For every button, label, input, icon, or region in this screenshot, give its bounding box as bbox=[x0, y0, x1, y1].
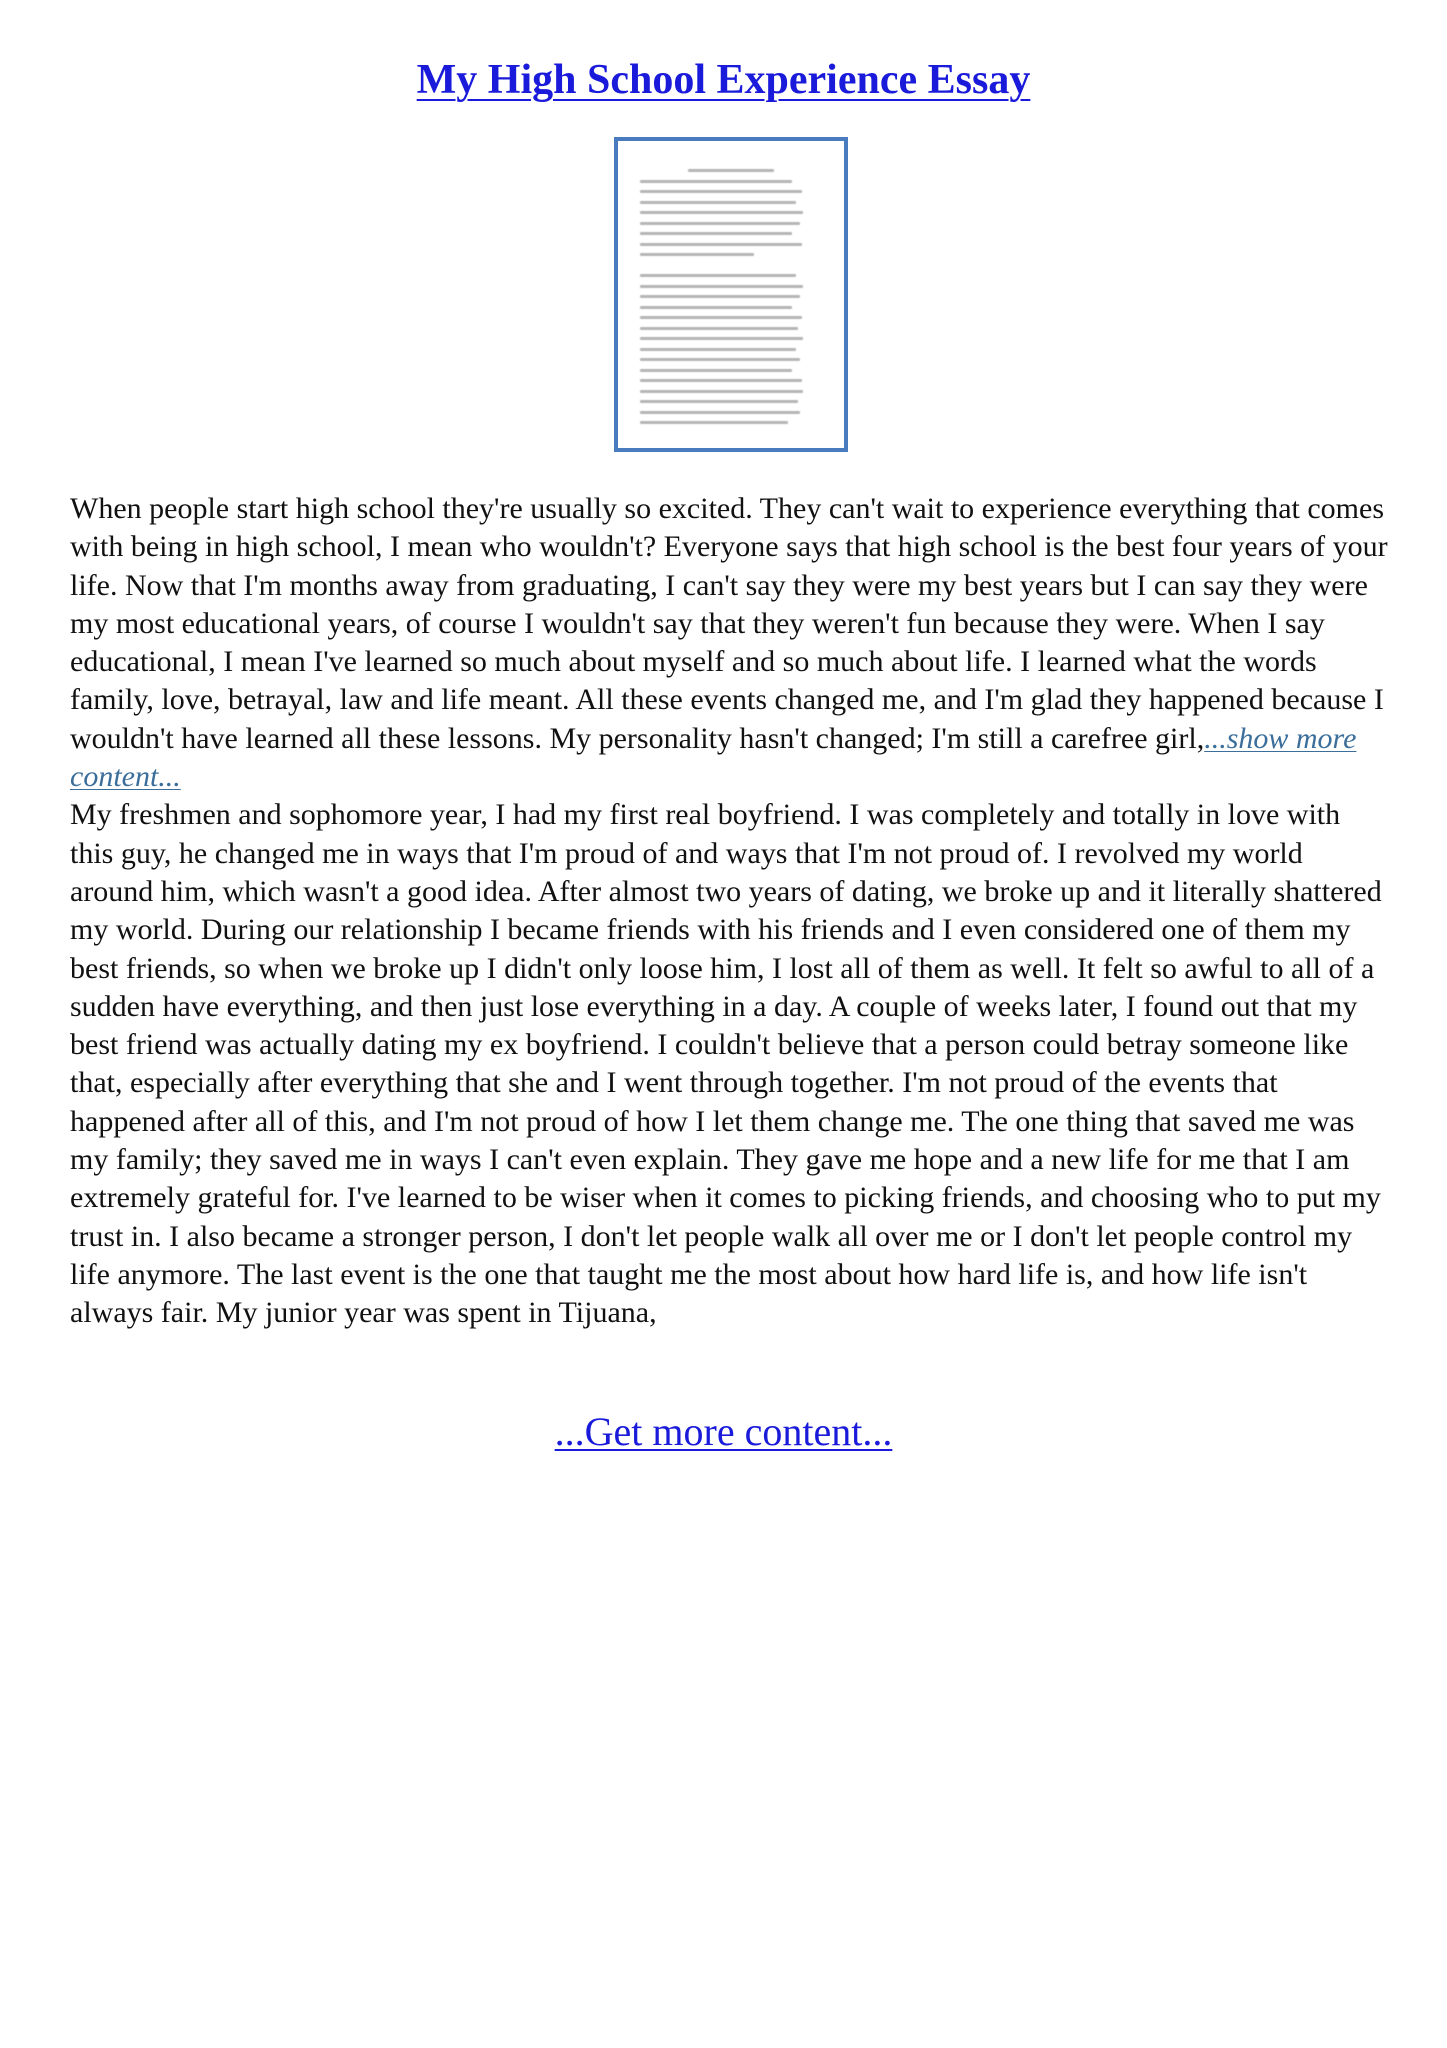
essay-body bbox=[70, 490, 1390, 1333]
thumbnail-text-line bbox=[640, 337, 803, 340]
thumbnail-text-line bbox=[640, 285, 803, 288]
thumbnail-text-line bbox=[640, 411, 800, 414]
thumbnail-text-line bbox=[640, 369, 792, 372]
thumbnail-text-line bbox=[640, 421, 788, 424]
essay-paragraph-2: My freshmen and sophomore year, I had my first real boyfriend. I was completely and totally in love with this guy, he changed me in ways that I'm proud of and ways that I'm not proud of. I revolved my world around him, which wasn't a good idea. After almost two years of dating, we broke up and it literally shattered my world. During our relationship I became friends with his friends and I even considered one of them my best friends, so when we broke up I didn't only loose him, I lost all of them as well. It felt so awful to all of a sudden have everything, and then just lose everything in a day. A couple of weeks later, I found out that my best friend was actually dating my ex boyfriend. I couldn't believe that a person could betray someone like that, especially after everything that she and I went through together. I'm not proud of the events that happened after all of this, and I'm not proud of how I let them change me. The one thing that saved me was my family; they saved me in ways I can't even explain. They gave me hope and a new life for me that I am extremely grateful for. I've learned to be wiser when it comes to picking friends, and choosing who to put my trust in. I also became a stronger person, I don't let people walk all over me or I don't let people control my life anymore. The last event is the one that taught me the most about how hard life is, and how life isn't always fair. My junior year was spent in Tijuana, bbox=[70, 798, 1382, 1330]
get-more-content-link[interactable]: ...Get more content... bbox=[554, 1409, 893, 1454]
essay-paragraph-1 bbox=[70, 490, 1390, 796]
thumbnail-text-line bbox=[640, 295, 800, 298]
thumbnail-text-line bbox=[640, 190, 802, 193]
thumbnail-text-line bbox=[640, 232, 792, 235]
thumbnail-text-line bbox=[640, 306, 792, 309]
thumbnail-text-line bbox=[640, 390, 803, 393]
paragraph-1-text: When people start high school they're usually so excited. They can't wait to experience everything that comes with being in high school, I mean who wouldn't? Everyone says that high school is the best four years of your life. Now that I'm months away from graduating, I can't say they were my best years but I can say they were my most educational years, of course I wouldn't say that they weren't fun because they were. When I say educational, I mean I've learned so much about myself and so much about life. I learned what the words family, love, betrayal, law and life meant. All these events changed me, and I'm glad they happened because I wouldn't have learned all these lessons. My personality hasn't changed; I'm still a carefree girl, bbox=[70, 492, 1388, 755]
title-link[interactable]: My High School Experience Essay bbox=[416, 57, 1031, 103]
thumbnail-text-line bbox=[640, 400, 798, 403]
thumbnail-text-line bbox=[640, 222, 800, 225]
thumbnail-text-line bbox=[640, 379, 802, 382]
thumbnail-text-line bbox=[688, 169, 774, 172]
thumbnail-text-line bbox=[640, 358, 800, 361]
thumbnail-text-line bbox=[640, 327, 798, 330]
thumbnail-text-line bbox=[640, 211, 803, 214]
thumbnail-text-line bbox=[640, 253, 754, 256]
thumbnail-text-line bbox=[640, 180, 792, 183]
thumbnail-text-line bbox=[640, 316, 802, 319]
thumbnail-text-line bbox=[640, 201, 796, 204]
thumbnail-text-line bbox=[640, 274, 796, 277]
get-more-container bbox=[0, 1408, 1447, 1456]
thumbnail-text-line bbox=[640, 243, 802, 246]
show-more-link[interactable]: ...show more content... bbox=[70, 721, 1357, 794]
essay-thumbnail-image[interactable] bbox=[614, 137, 848, 452]
page-title bbox=[0, 50, 1447, 110]
thumbnail-text-line bbox=[640, 348, 796, 351]
